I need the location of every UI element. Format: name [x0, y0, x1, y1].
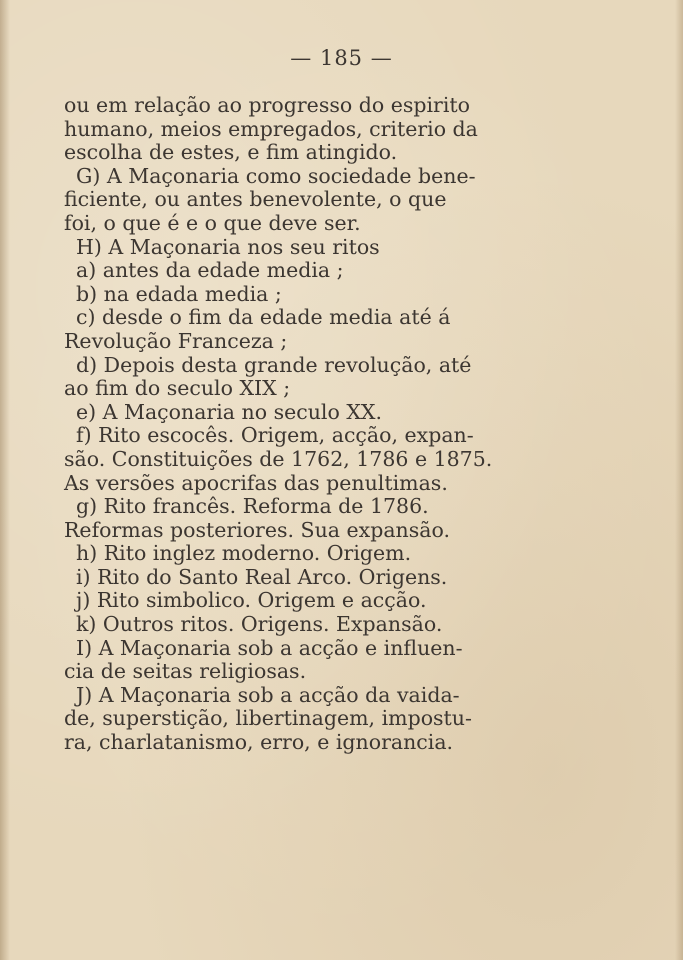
line-text: J) A Maçonaria sob a acção da vaida-: [76, 682, 460, 707]
text-line: [64, 660, 544, 684]
text-line: [64, 401, 544, 425]
text-line: [64, 542, 544, 566]
text-line: [64, 613, 544, 637]
text-line: [64, 424, 544, 448]
line-text: de, superstição, libertinagem, impostu-: [64, 706, 472, 731]
text-line: [64, 330, 544, 354]
line-text: G) A Maçonaria como sociedade bene-: [76, 163, 476, 188]
line-text: escolha de estes, e fim atingido.: [64, 140, 398, 165]
line-text: foi, o que é e o que deve ser.: [64, 210, 361, 235]
line-text: h) Rito inglez moderno. Origem.: [76, 541, 412, 566]
text-line: [64, 566, 544, 590]
text-line: [64, 306, 544, 330]
text-line: [64, 283, 544, 307]
text-line: [64, 94, 544, 118]
page-edge-shadow-left: [0, 0, 10, 960]
text-line: [64, 731, 544, 755]
line-text: ra, charlatanismo, erro, e ignorancia.: [64, 730, 454, 755]
line-text: cia de seitas religiosas.: [64, 659, 307, 684]
text-line: [64, 188, 544, 212]
text-line: [64, 354, 544, 378]
text-line: [64, 236, 544, 260]
text-line: [64, 637, 544, 661]
text-line: [64, 495, 544, 519]
line-text: c) desde o fim da edade media até á: [76, 305, 451, 330]
text-line: [64, 377, 544, 401]
line-text: i) Rito do Santo Real Arco. Origens.: [76, 564, 448, 589]
line-text: f) Rito escocês. Origem, acção, expan-: [76, 423, 474, 448]
text-line: [64, 118, 544, 142]
text-line: [64, 212, 544, 236]
text-line: [64, 589, 544, 613]
line-text: I) A Maçonaria sob a acção e influen-: [76, 635, 463, 660]
text-line: [64, 707, 544, 731]
line-text: e) A Maçonaria no seculo XX.: [76, 399, 383, 424]
page-number: — 185 —: [290, 46, 393, 70]
line-text: b) na edada media ;: [76, 281, 282, 306]
page-edge-shadow-right: [675, 0, 683, 960]
line-text: Revolução Franceza ;: [64, 328, 288, 353]
line-text: a) antes da edade media ;: [76, 258, 344, 283]
text-line: [64, 141, 544, 165]
line-text: As versões apocrifas das penultimas.: [64, 470, 448, 495]
text-line: [64, 259, 544, 283]
line-text: humano, meios empregados, criterio da: [64, 116, 478, 141]
text-line: [64, 472, 544, 496]
line-text: d) Depois desta grande revolução, até: [76, 352, 472, 377]
line-text: Reformas posteriores. Sua expansão.: [64, 517, 450, 542]
line-text: H) A Maçonaria nos seu ritos: [76, 234, 380, 259]
body-text: [64, 94, 544, 755]
line-text: são. Constituições de 1762, 1786 e 1875.: [64, 446, 493, 471]
line-text: ficiente, ou antes benevolente, o que: [64, 187, 447, 212]
line-text: g) Rito francês. Reforma de 1786.: [76, 494, 429, 519]
line-text: ao fim do seculo XIX ;: [64, 376, 291, 401]
line-text: j) Rito simbolico. Origem e acção.: [76, 588, 427, 613]
text-line: [64, 448, 544, 472]
text-line: [64, 519, 544, 543]
line-text: k) Outros ritos. Origens. Expansão.: [76, 612, 443, 637]
line-text: ou em relação ao progresso do espirito: [64, 93, 470, 117]
text-line: [64, 684, 544, 708]
text-line: [64, 165, 544, 189]
